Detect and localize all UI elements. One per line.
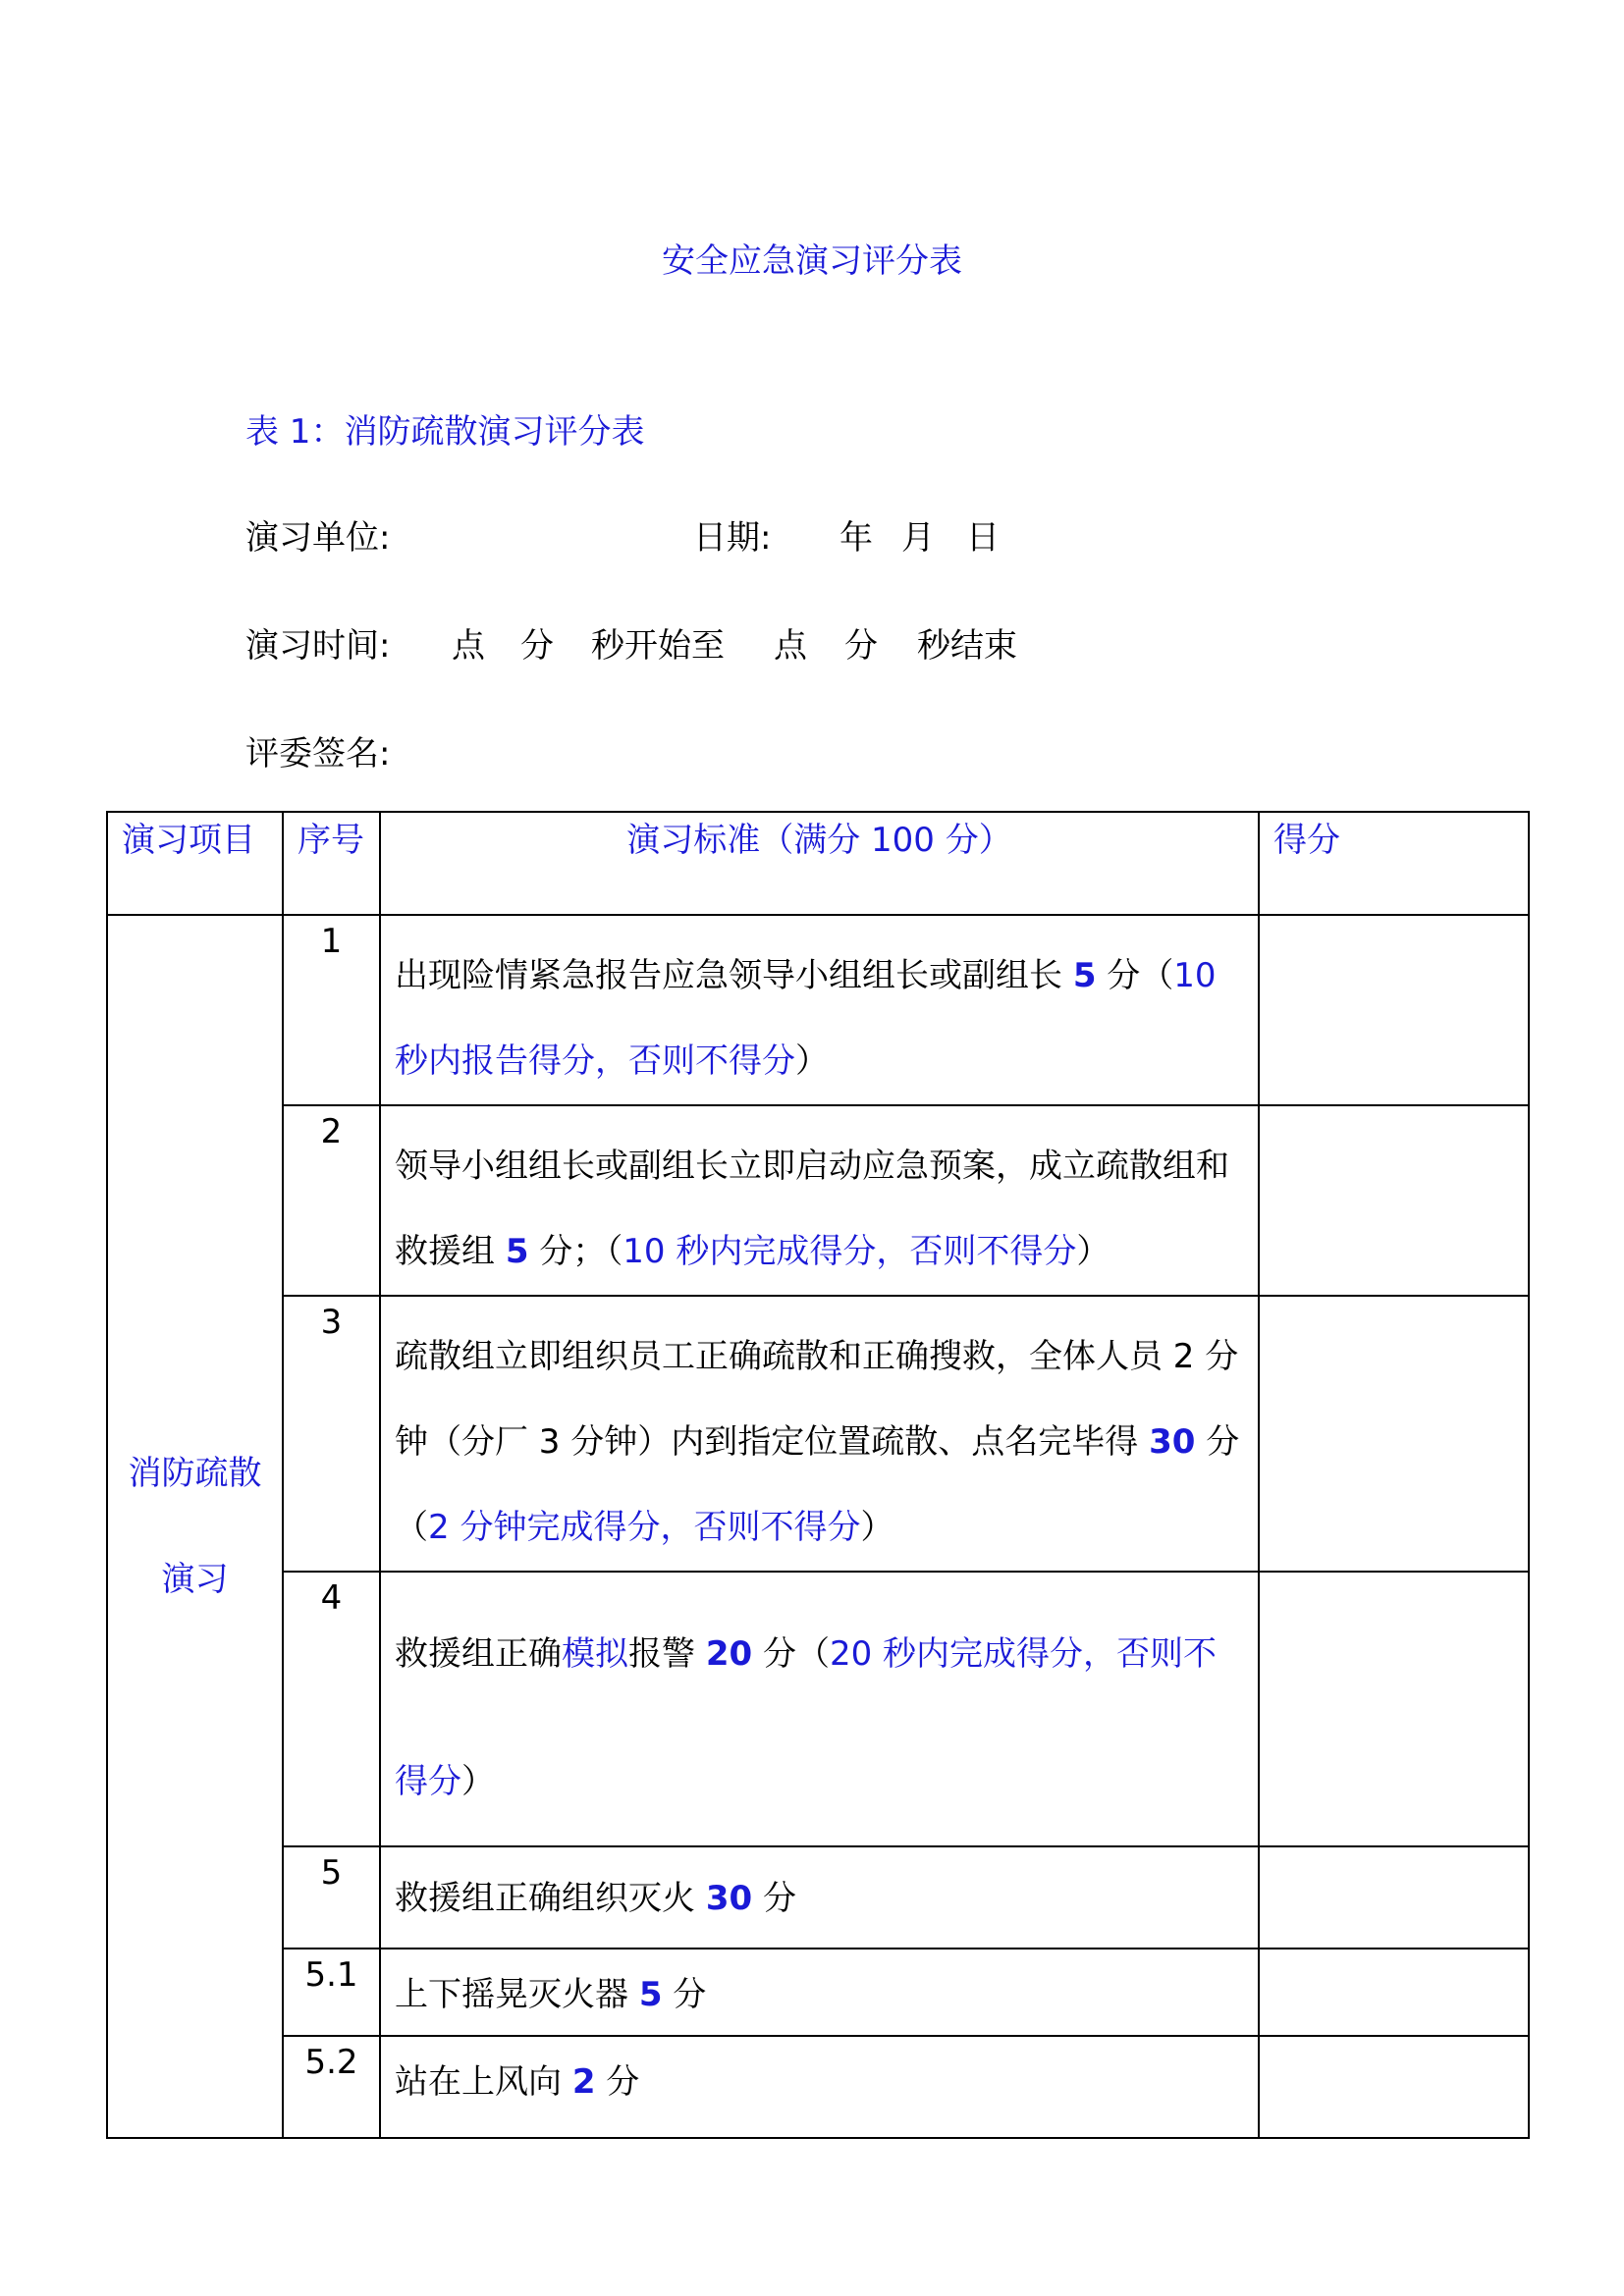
time-second-end: 秒结束 [917,626,1017,666]
table-row [107,1949,1529,2036]
seq-cell: 5.1 [283,1949,380,2036]
seq-cell: 5.2 [283,2036,380,2138]
standard-text: 救援组正确 [395,1634,562,1674]
day-label: 日 [966,518,1000,558]
points-unit: 分（ [1096,956,1174,995]
standard-cell [380,1846,1259,1949]
standard-note: 10 秒内报告得分，否则不得分 [395,956,1217,1081]
scoring-table [106,811,1530,2139]
header-score: 得分 [1259,812,1529,915]
table-row [107,915,1529,1105]
project-name-line1: 消防疏散 [128,1454,262,1493]
score-input-cell[interactable] [1259,1949,1529,2036]
seq-cell: 3 [283,1296,380,1572]
points-unit: 分；（ [528,1232,623,1271]
year-label: 年 [839,518,873,558]
table-heading: 表 1：消防疏散演习评分表 [245,412,645,452]
seq-cell: 4 [283,1572,380,1846]
unit-label: 演习单位: [245,518,391,558]
standard-text: 上下摇晃灭火器 [395,1975,639,2014]
score-input-cell[interactable] [1259,1296,1529,1572]
standard-text-2: 报警 [628,1634,706,1674]
points-unit: 分 [595,2062,640,2102]
points-unit: 分（ [752,1634,830,1674]
month-label: 月 [901,518,935,558]
standard-note: 20 秒内完成得分，否则不得分 [395,1634,1218,1801]
standard-text: 疏散组立即组织员工正确疏散和正确搜救，全体人员 2 分钟（分厂 3 分钟）内到指定位置疏散、点名完毕得 [395,1337,1239,1462]
header-standard: 演习标准（满分 100 分） [380,812,1259,915]
standard-text-highlight: 模拟 [562,1634,628,1674]
table-row [107,1296,1529,1572]
score-input-cell[interactable] [1259,2036,1529,2138]
standard-note: 10 秒内完成得分，否则不得分 [623,1232,1077,1271]
standard-text: 出现险情紧急报告应急领导小组组长或副组长 [395,956,1073,995]
standard-cell [380,1296,1259,1572]
points-value: 30 [705,1879,753,1918]
note-close: ） [795,1041,829,1081]
points-unit: 分 [752,1879,796,1918]
seq-cell: 2 [283,1105,380,1296]
points-value: 30 [1149,1422,1196,1462]
score-input-cell[interactable] [1259,915,1529,1105]
time-second-start: 秒开始至 [591,626,725,666]
table-row [107,1105,1529,1296]
standard-cell [380,915,1259,1105]
points-value: 20 [705,1634,753,1674]
points-unit: 分 [662,1975,707,2014]
standard-text: 领导小组组长或副组长立即启动应急预案，成立疏散组和救援组 [395,1147,1229,1271]
header-seq: 序号 [283,812,380,915]
date-label: 日期: [693,518,772,558]
score-input-cell[interactable] [1259,1572,1529,1846]
standard-cell [380,2036,1259,2138]
seq-cell: 1 [283,915,380,1105]
time-point-1: 点 [452,626,485,666]
note-close: ） [860,1508,894,1547]
time-minute-2: 分 [844,626,878,666]
time-label: 演习时间: [245,626,391,666]
points-value: 5 [505,1232,529,1271]
points-value: 5 [638,1975,663,2014]
standard-text: 站在上风向 [395,2062,572,2102]
standard-cell [380,1105,1259,1296]
score-input-cell[interactable] [1259,1846,1529,1949]
standard-note: 2 分钟完成得分，否则不得分 [428,1508,861,1547]
project-cell [107,915,283,2138]
table-row [107,2036,1529,2138]
document-title: 安全应急演习评分表 [662,241,962,281]
table-header-row [107,812,1529,915]
note-close: ） [461,1762,495,1801]
standard-cell [380,1572,1259,1846]
note-close: ） [1076,1232,1110,1271]
points-value: 2 [571,2062,596,2102]
judge-signature-label: 评委签名: [245,734,391,774]
table-row [107,1846,1529,1949]
points-unit: 分（ [395,1422,1240,1547]
time-minute-1: 分 [520,626,554,666]
score-input-cell[interactable] [1259,1105,1529,1296]
standard-text: 救援组正确组织灭火 [395,1879,706,1918]
table-row [107,1572,1529,1846]
header-project: 演习项目 [107,812,283,915]
standard-cell [380,1949,1259,2036]
points-value: 5 [1072,956,1097,995]
project-name-line2: 演习 [161,1560,229,1599]
seq-cell: 5 [283,1846,380,1949]
time-point-2: 点 [774,626,807,666]
